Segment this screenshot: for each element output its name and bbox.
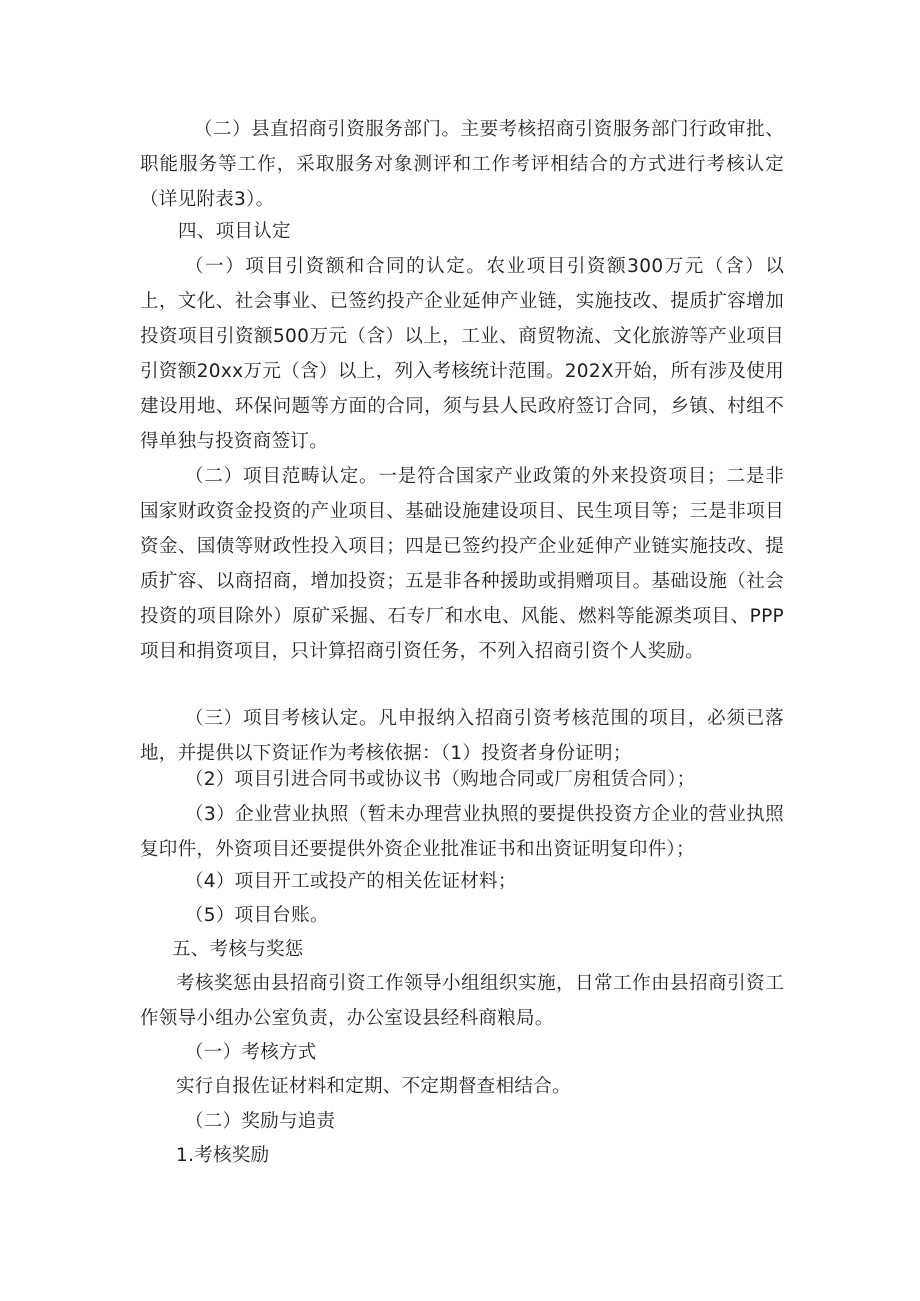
subheading-rewards-accountability: （二）奖励与追责: [185, 1111, 336, 1132]
heading-assessment-rewards: 五、考核与奖惩: [172, 939, 304, 960]
heading-project-recognition: 四、项目认定: [178, 221, 291, 242]
subheading-assessment-method: （一）考核方式: [185, 1042, 317, 1063]
list-item-contract: （2）项目引进合同书或协议书（购地合同或厂房租赁合同）；: [185, 769, 696, 790]
paragraph-project-scope: （二）项目范畴认定。一是符合国家产业政策的外来投资项目；二是非国家财政资金投资的产业项目、基础设施建设项目、民生项目等；三是非项目资金、国债等财政性投入项目；四是已签约投产企业延伸产业链实施技改、提质扩容、以商招商，增加投资；五是非各种援助或捐赠项目。基础设施（社会投资的项目除外）原矿采掘、石专厂和水电、风能、燃料等能源类项目、PPP项目和捐资项目，只计算招商引资任务，不列入招商引资个人奖励。: [140, 466, 784, 662]
list-item-business-license: （3）企业营业执照（暂未办理营业执照的要提供投资方企业的营业执照复印件，外资项目还要提供外资企业批准证书和出资证明复印件）；: [140, 804, 784, 860]
paragraph-investment-amount: （一）项目引资额和合同的认定。农业项目引资额300万元（含）以上，文化、社会事业、已签约投产企业延伸产业链，实施技改、提质扩容增加投资项目引资额500万元（含）以上，工业、商贸物流、文化旅游等产业项目引资额20xx万元（含）以上，列入考核统计范围。202X开始，所有涉及使用建设用地、环保问题等方面的合同，须与县人民政府签订合同，乡镇、村组不得单独与投资商签订。: [140, 256, 784, 452]
subheading-assessment-rewards: 1.考核奖励: [176, 1145, 270, 1166]
paragraph-project-assessment: （三）项目考核认定。凡申报纳入招商引资考核范围的项目，必须已落地，并提供以下资证作为考核依据：（1）投资者身份证明；: [140, 708, 784, 764]
paragraph-assessment-method: 实行自报佐证材料和定期、不定期督查相结合。: [176, 1076, 571, 1097]
list-item-ledger: （5）项目台账。: [185, 905, 329, 926]
paragraph-county-departments: （二）县直招商引资服务部门。主要考核招商引资服务部门行政审批、职能服务等工作，采取服务对象测评和工作考评相结合的方式进行考核认定（详见附表3）。: [140, 119, 784, 210]
list-item-evidence: （4）项目开工或投产的相关佐证材料；: [185, 871, 517, 892]
paragraph-assessment-organization: 考核奖惩由县招商引资工作领导小组组织实施，日常工作由县招商引资工作领导小组办公室负责，办公室设县经科商粮局。: [140, 973, 784, 1029]
